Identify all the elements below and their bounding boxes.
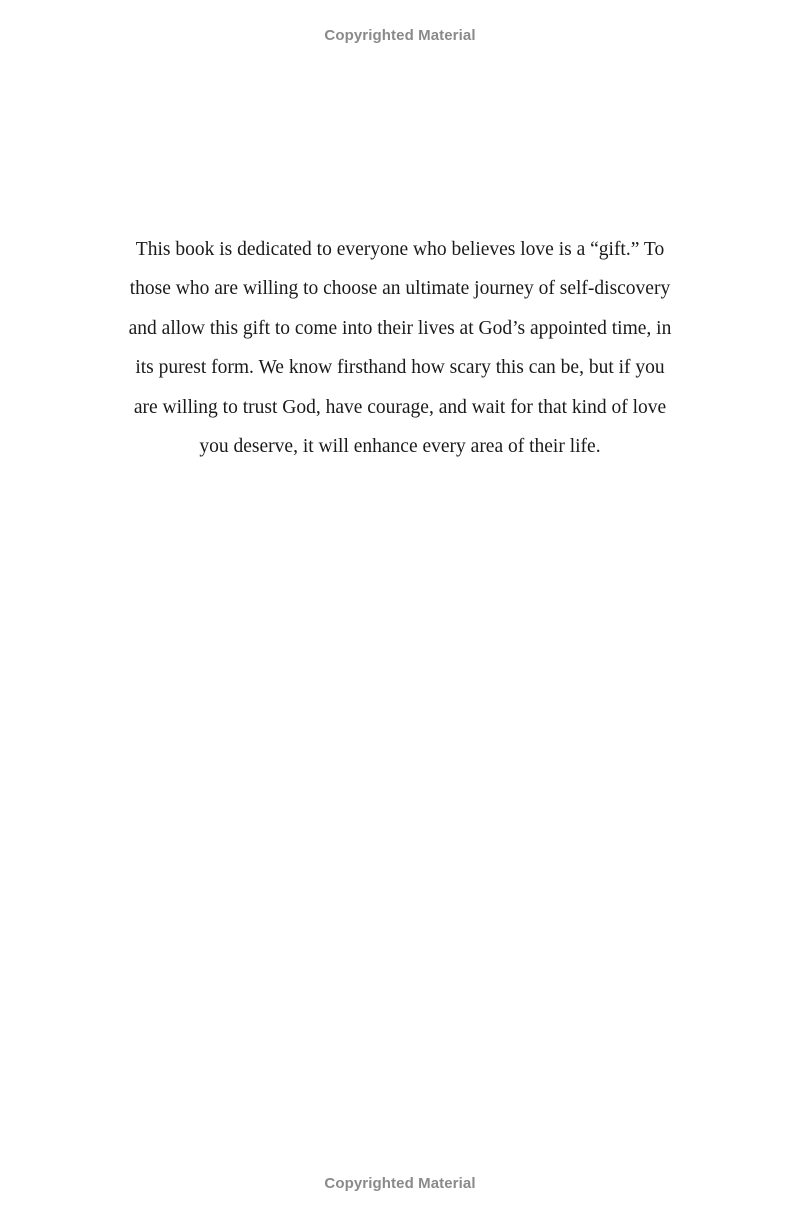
- dedication-line: those who are willing to choose an ultimate journey of self-discovery: [129, 278, 671, 300]
- dedication-line: are willing to trust God, have courage, and wait for that kind of love: [133, 396, 667, 418]
- copyright-watermark-top: Copyrighted Material: [324, 27, 476, 44]
- dedication-line: its purest form. We know firsthand how scary this can be, but if you: [135, 357, 665, 379]
- dedication-line: you deserve, it will enhance every area of their life.: [199, 436, 601, 458]
- copyright-watermark-bottom: Copyrighted Material: [324, 1175, 476, 1192]
- dedication-line: and allow this gift to come into their lives at God’s appointed time, in: [128, 317, 672, 339]
- dedication-paragraph: [100, 230, 700, 466]
- dedication-line: This book is dedicated to everyone who believes love is a “gift.” To: [135, 239, 665, 260]
